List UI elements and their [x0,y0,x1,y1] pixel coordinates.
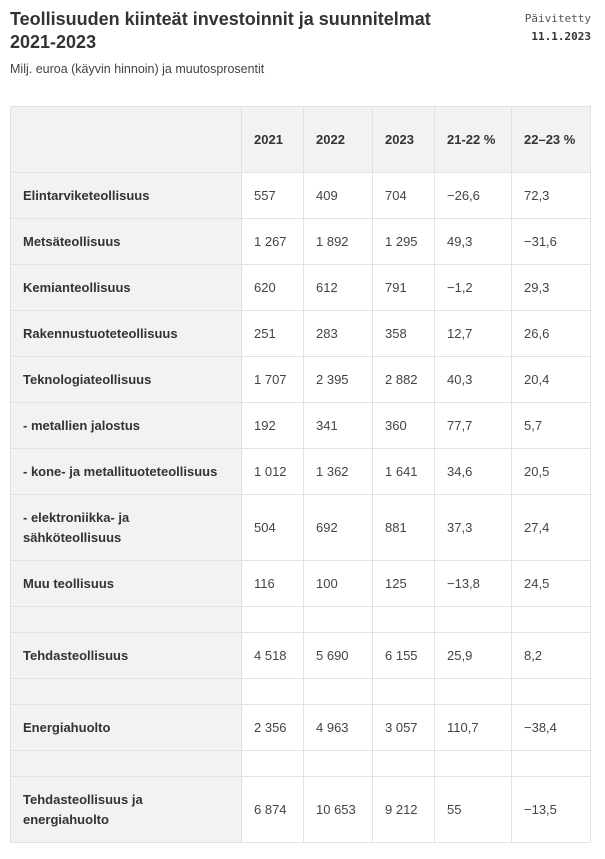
table-cell: 125 [373,561,435,607]
table-cell: 704 [373,173,435,219]
table-cell: 1 267 [242,219,304,265]
row-label: Metsäteollisuus [11,219,242,265]
table-cell [304,679,373,705]
table-cell: 620 [242,265,304,311]
table-head [11,107,591,173]
updated-info [525,10,591,46]
table-cell: 10 653 [304,777,373,843]
row-label: Muu teollisuus [11,561,242,607]
table-row [11,265,591,311]
header-row [11,107,591,173]
updated-label: Päivitetty [524,12,591,25]
table-cell: −1,2 [435,265,512,311]
row-label [11,607,242,633]
table-row [11,311,591,357]
table-cell [304,607,373,633]
row-label: Tehdasteollisuus ja energiahuolto [11,777,242,843]
table-cell: 1 295 [373,219,435,265]
table-cell: 1 892 [304,219,373,265]
table-cell: 360 [373,403,435,449]
table-cell [373,679,435,705]
table-cell: 20,4 [512,357,591,403]
table-cell: 25,9 [435,633,512,679]
row-label: Tehdasteollisuus [11,633,242,679]
row-label [11,679,242,705]
table-cell: 100 [304,561,373,607]
table-cell [512,607,591,633]
table-cell: 49,3 [435,219,512,265]
table-cell: 504 [242,495,304,561]
table-row [11,561,591,607]
row-label: - metallien jalostus [11,403,242,449]
table-cell: 27,4 [512,495,591,561]
table-cell: 1 707 [242,357,304,403]
chart-title: Teollisuuden kiinteät investoinnit ja suunnitelmat 2021-2023 [10,9,431,52]
chart-subtitle: Milj. euroa (käyvin hinnoin) ja muutosprosentit [10,62,265,76]
table-cell: 5,7 [512,403,591,449]
table-cell [512,751,591,777]
table-cell: 4 518 [242,633,304,679]
table-row [11,679,591,705]
table-cell: 791 [373,265,435,311]
table-cell: 192 [242,403,304,449]
table-cell: 251 [242,311,304,357]
column-header [11,107,242,173]
table-cell: 40,3 [435,357,512,403]
table-cell: −13,8 [435,561,512,607]
table-row [11,705,591,751]
row-label: - kone- ja metallituoteteollisuus [11,449,242,495]
data-table [10,106,591,843]
table-cell: 34,6 [435,449,512,495]
table-cell: 283 [304,311,373,357]
table-cell: 8,2 [512,633,591,679]
table-cell: −26,6 [435,173,512,219]
updated-date: 11.1.2023 [531,30,591,43]
table-cell: 6 874 [242,777,304,843]
table-cell: 55 [435,777,512,843]
table-cell: 4 963 [304,705,373,751]
table-cell: 2 882 [373,357,435,403]
table-cell: 557 [242,173,304,219]
row-label: Rakennustuoteteollisuus [11,311,242,357]
table-cell: 12,7 [435,311,512,357]
table-cell: 110,7 [435,705,512,751]
table-cell [242,607,304,633]
table-cell: 3 057 [373,705,435,751]
table-row [11,173,591,219]
table-body [11,173,591,843]
table-row [11,357,591,403]
row-label: Teknologiateollisuus [11,357,242,403]
table-cell [242,751,304,777]
table-cell: 26,6 [512,311,591,357]
table-cell: 24,5 [512,561,591,607]
table-cell [435,751,512,777]
table-cell: 1 012 [242,449,304,495]
table-cell [512,679,591,705]
column-header: 2022 [304,107,373,173]
row-label: Energiahuolto [11,705,242,751]
table-cell: 77,7 [435,403,512,449]
table-cell: 358 [373,311,435,357]
table-cell [373,607,435,633]
column-header: 2021 [242,107,304,173]
row-label: Kemianteollisuus [11,265,242,311]
table-cell: 341 [304,403,373,449]
table-cell: 409 [304,173,373,219]
table-cell: 9 212 [373,777,435,843]
table-cell: 29,3 [512,265,591,311]
table-cell: 1 641 [373,449,435,495]
table-row [11,633,591,679]
table-cell [435,607,512,633]
table-cell [373,751,435,777]
table-cell: 72,3 [512,173,591,219]
column-header: 2023 [373,107,435,173]
row-label [11,751,242,777]
table-cell: 20,5 [512,449,591,495]
column-header: 22–23 % [512,107,591,173]
table-row [11,219,591,265]
table-cell: 612 [304,265,373,311]
table-row [11,777,591,843]
table-cell: 881 [373,495,435,561]
table-row [11,495,591,561]
table-cell: 5 690 [304,633,373,679]
table-cell: 2 395 [304,357,373,403]
chart-header [0,0,605,106]
table-row [11,751,591,777]
table-cell: −31,6 [512,219,591,265]
table-row [11,607,591,633]
table-row [11,403,591,449]
table-cell: 116 [242,561,304,607]
table-cell: −38,4 [512,705,591,751]
table-row [11,449,591,495]
table-cell: 37,3 [435,495,512,561]
column-header: 21-22 % [435,107,512,173]
table-cell: 6 155 [373,633,435,679]
row-label: Elintarviketeollisuus [11,173,242,219]
table-cell: 692 [304,495,373,561]
table-cell [435,679,512,705]
table-cell [304,751,373,777]
row-label: - elektroniikka- ja sähköteollisuus [11,495,242,561]
table-cell [242,679,304,705]
table-cell: 2 356 [242,705,304,751]
table-cell: −13,5 [512,777,591,843]
table-cell: 1 362 [304,449,373,495]
